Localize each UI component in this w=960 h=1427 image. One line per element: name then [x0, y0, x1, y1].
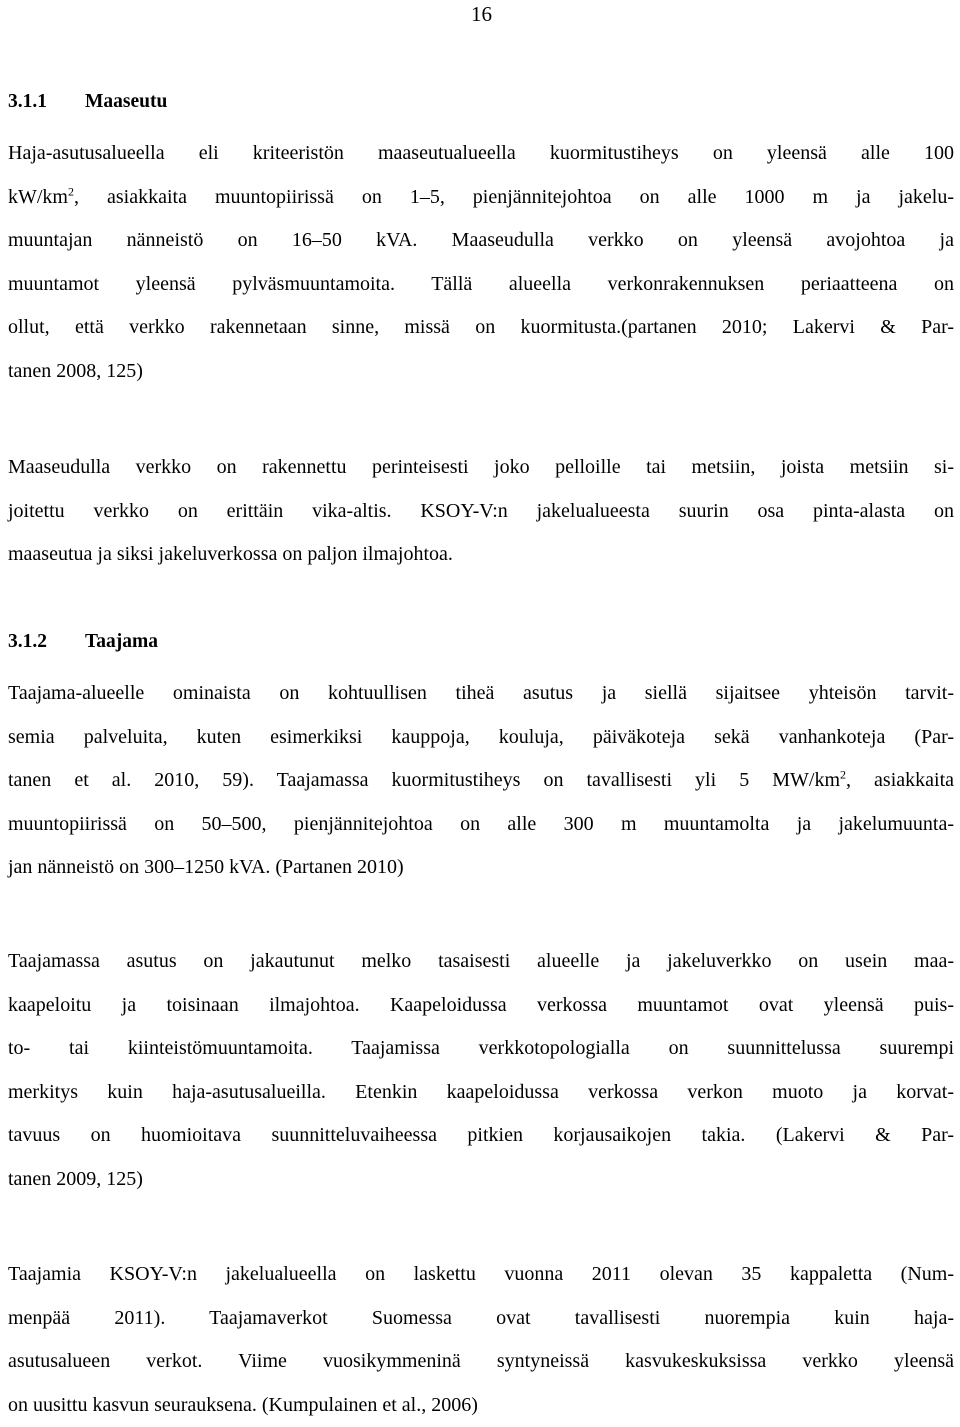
text-line	[8, 176, 954, 220]
text-fragment: kW/km	[8, 186, 68, 208]
text-line: ollut, että verkko rakennetaan sinne, missä on kuormitusta.(partanen 2010; Lakervi & Par-	[8, 306, 954, 350]
section-heading-taajama	[8, 628, 158, 656]
page-number: 16	[471, 0, 492, 28]
paragraph	[8, 1253, 954, 1427]
text-line: Taajama-alueelle ominaista on kohtuullisen tiheä asutus ja siellä sijaitsee yhteisön tarvit-	[8, 672, 954, 716]
superscript: 2	[840, 767, 846, 781]
superscript: 2	[68, 184, 74, 198]
paragraph	[8, 132, 954, 393]
paragraph	[8, 446, 954, 577]
section-title: Maaseutu	[85, 91, 167, 112]
text-line: Taajamassa asutus on jakautunut melko tasaisesti alueelle ja jakeluverkko on usein maa-	[8, 940, 954, 984]
text-line: jan nänneistö on 300–1250 kVA. (Partanen 2010)	[8, 846, 954, 890]
text-line: to- tai kiinteistömuuntamoita. Taajamissa verkkotopologialla on suunnittelussa suurempi	[8, 1027, 954, 1071]
text-fragment: tanen et al. 2010, 59). Taajamassa kuormitustiheys on tavallisesti yli 5 MW/km	[8, 769, 840, 791]
text-fragment: , asiakkaita muuntopiirissä on 1–5, pienjännitejohtoa on alle 1000 m ja jakelu-	[74, 186, 954, 208]
section-number: 3.1.2	[8, 628, 85, 656]
text-line: joitettu verkko on erittäin vika-altis. KSOY-V:n jakelualueesta suurin osa pinta-alasta on	[8, 490, 954, 534]
text-line: asutusalueen verkot. Viime vuosikymmeninä syntyneissä kasvukeskuksissa verkko yleensä	[8, 1340, 954, 1384]
text-line: Maaseudulla verkko on rakennettu perinteisesti joko pelloille tai metsiin, joista metsiin si-	[8, 446, 954, 490]
paragraph	[8, 672, 954, 890]
text-line: muuntopiirissä on 50–500, pienjännitejohtoa on alle 300 m muuntamolta ja jakelumuunta-	[8, 803, 954, 847]
text-line: merkitys kuin haja-asutusalueilla. Etenkin kaapeloidussa verkossa verkon muoto ja korvat-	[8, 1071, 954, 1115]
text-line: menpää 2011). Taajamaverkot Suomessa ovat tavallisesti nuorempia kuin haja-	[8, 1297, 954, 1341]
text-line: Taajamia KSOY-V:n jakelualueella on laskettu vuonna 2011 olevan 35 kappaletta (Num-	[8, 1253, 954, 1297]
text-line: Haja-asutusalueella eli kriteeristön maaseutualueella kuormitustiheys on yleensä alle 100	[8, 132, 954, 176]
text-line: semia palveluita, kuten esimerkiksi kauppoja, kouluja, päiväkoteja sekä vanhankoteja (Par-	[8, 716, 954, 760]
text-line	[8, 759, 954, 803]
section-number: 3.1.1	[8, 88, 85, 116]
text-line: kaapeloitu ja toisinaan ilmajohtoa. Kaapeloidussa verkossa muuntamot ovat yleensä puis-	[8, 984, 954, 1028]
paragraph	[8, 940, 954, 1201]
text-line: on uusittu kasvun seurauksena. (Kumpulainen et al., 2006)	[8, 1384, 954, 1427]
text-line: muuntajan nänneistö on 16–50 kVA. Maaseudulla verkko on yleensä avojohtoa ja	[8, 219, 954, 263]
section-title: Taajama	[85, 631, 158, 652]
text-line: tanen 2009, 125)	[8, 1158, 954, 1202]
text-line: tavuus on huomioitava suunnitteluvaiheessa pitkien korjausaikojen takia. (Lakervi & Par-	[8, 1114, 954, 1158]
text-line: maaseutua ja siksi jakeluverkossa on paljon ilmajohtoa.	[8, 533, 954, 577]
text-line: tanen 2008, 125)	[8, 350, 954, 394]
text-fragment: , asiakkaita	[846, 769, 954, 791]
section-heading-maaseutu	[8, 88, 167, 116]
text-line: muuntamot yleensä pylväsmuuntamoita. Tällä alueella verkonrakennuksen periaatteena on	[8, 263, 954, 307]
